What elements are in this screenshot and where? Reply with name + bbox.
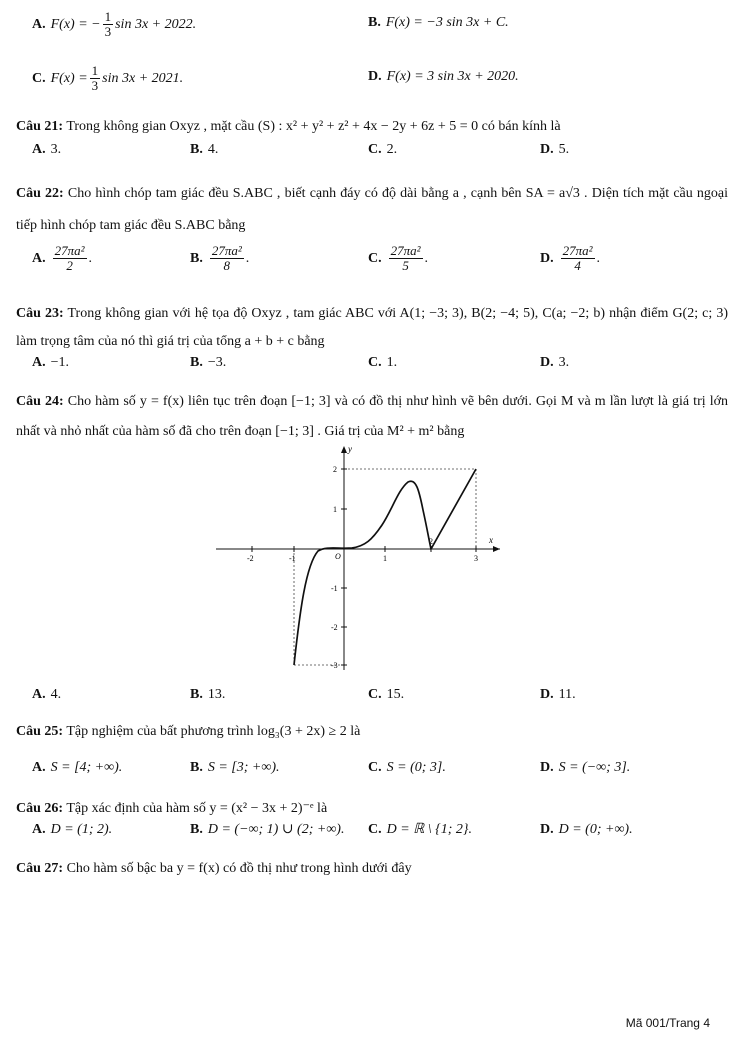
q24-function-graph	[210, 438, 510, 674]
q25-option-a: A. S = [4; +∞).	[32, 760, 123, 775]
x-tick-label: 2	[429, 537, 433, 546]
y-tick-label: -1	[331, 584, 338, 593]
q23-option-a: A. −1.	[32, 355, 70, 370]
q22-options	[0, 244, 746, 284]
q25-stem: Câu 25: Tập nghiệm của bất phương trình log₃(3 + 2x) ≥ 2 là	[16, 724, 361, 739]
q22-stem: Câu 22: Cho hình chóp tam giác đều S.ABC , biết cạnh đáy có độ dài bằng a , cạnh bên SA = a√3 . Diện tích mặt cầu ngoại tiếp hình chóp tam giác đều S.ABC bằng	[16, 186, 729, 233]
q21-option-c: C. 2.	[368, 142, 398, 157]
fraction: $\frac{1}{3}$	[91, 63, 99, 94]
function-curve	[294, 469, 476, 665]
q26-options	[0, 817, 746, 843]
q20-option-c: C. F(x) = $\frac{1}{3}$ sin 3x + 2021.	[32, 63, 184, 94]
y-tick-label: 2	[333, 465, 337, 474]
q25-options	[0, 755, 746, 781]
q22-option-d: D. $\frac{\text{27πa²}}{4}$ .	[540, 243, 601, 274]
x-tick-label: -1	[289, 554, 296, 563]
y-axis-arrow-icon	[341, 446, 347, 453]
q21-option-b: B. 4.	[190, 142, 219, 157]
q20-option-a: A. F(x) = − $\frac{1}{3}$ sin 3x + 2022.	[32, 9, 197, 40]
q21-option-d: D. 5.	[540, 142, 570, 157]
q20-options-row-1	[0, 9, 746, 40]
q23-option-b: B. −3.	[190, 355, 227, 370]
origin-label: O	[335, 552, 341, 561]
x-tick-label: -2	[247, 554, 254, 563]
fraction: $\frac{1}{3}$	[104, 9, 112, 40]
x-tick-label: 3	[474, 554, 478, 563]
x-axis-arrow-icon	[493, 546, 500, 552]
y-tick-label: 1	[333, 505, 337, 514]
graph-ticks	[252, 469, 476, 665]
q24-options	[0, 682, 746, 708]
q20-option-d: D. F(x) = 3 sin 3x + 2020.	[368, 69, 519, 84]
x-tick-label: 1	[383, 554, 387, 563]
q24-option-d: D. 11.	[540, 687, 576, 702]
q22-option-b: B. $\frac{\text{27πa²}}{8}$ .	[190, 243, 250, 274]
q24-option-a: A. 4.	[32, 687, 62, 702]
q25-option-d: D. S = (−∞; 3].	[540, 760, 631, 775]
q26-option-c: C. D = ℝ \ {1; 2}.	[368, 822, 473, 837]
q26-stem: Câu 26: Tập xác định của hàm số y = (x² − 3x + 2)⁻ᵉ là	[16, 801, 328, 816]
q22-option-a: A. $\frac{\text{27πa²}}{2}$ .	[32, 243, 93, 274]
q24-stem: Câu 24: Cho hàm số y = f(x) liên tục trên đoạn [−1; 3] và có đồ thị như hình vẽ bên dưới. Gọi M và m lần lượt là giá trị lớn nhất và nhỏ nhất của hàm số đã cho trên đoạn [−1; 3] . Giá trị của M² + m² bằng	[16, 394, 728, 439]
q26-option-b: B. D = (−∞; 1) ∪ (2; +∞).	[190, 822, 345, 837]
page-footer: Mã 001/Trang 4	[625, 1016, 710, 1030]
q21-stem: Câu 21: Trong không gian Oxyz , mặt cầu (S) : x² + y² + z² + 4x − 2y + 6z + 5 = 0 có bán kính là	[16, 119, 561, 134]
q20-options-row-2	[0, 63, 746, 94]
q24-option-c: C. 15.	[368, 687, 405, 702]
q25-option-b: B. S = [3; +∞).	[190, 760, 280, 775]
q26-option-a: A. D = (1; 2).	[32, 822, 113, 837]
q25-option-c: C. S = (0; 3].	[368, 760, 446, 775]
graph-guides	[294, 469, 476, 665]
q23-option-c: C. 1.	[368, 355, 398, 370]
q20-option-b: B. F(x) = −3 sin 3x + C.	[368, 15, 509, 30]
q24-option-b: B. 13.	[190, 687, 226, 702]
y-tick-label: -2	[331, 623, 338, 632]
q27-stem: Câu 27: Cho hàm số bậc ba y = f(x) có đồ thị như trong hình dưới đây	[16, 861, 412, 876]
y-tick-label: -3	[331, 661, 338, 670]
q21-option-a: A. 3.	[32, 142, 62, 157]
x-axis-label: x	[489, 535, 493, 545]
y-axis-label: y	[348, 444, 352, 454]
graph-axes	[216, 448, 500, 670]
q23-options	[0, 350, 746, 376]
q23-stem: Câu 23: Trong không gian với hệ tọa độ Oxyz , tam giác ABC với A(1; −3; 3), B(2; −4; 5), C(a; −2; b) nhận điểm G(2; c; 3) làm trọng tâm của nó thì giá trị của tổng a + b + c bằng	[16, 306, 729, 349]
q23-option-d: D. 3.	[540, 355, 570, 370]
q21-options	[0, 137, 746, 163]
q22-option-c: C. $\frac{\text{27πa²}}{5}$ .	[368, 243, 429, 274]
q26-option-d: D. D = (0; +∞).	[540, 822, 633, 837]
